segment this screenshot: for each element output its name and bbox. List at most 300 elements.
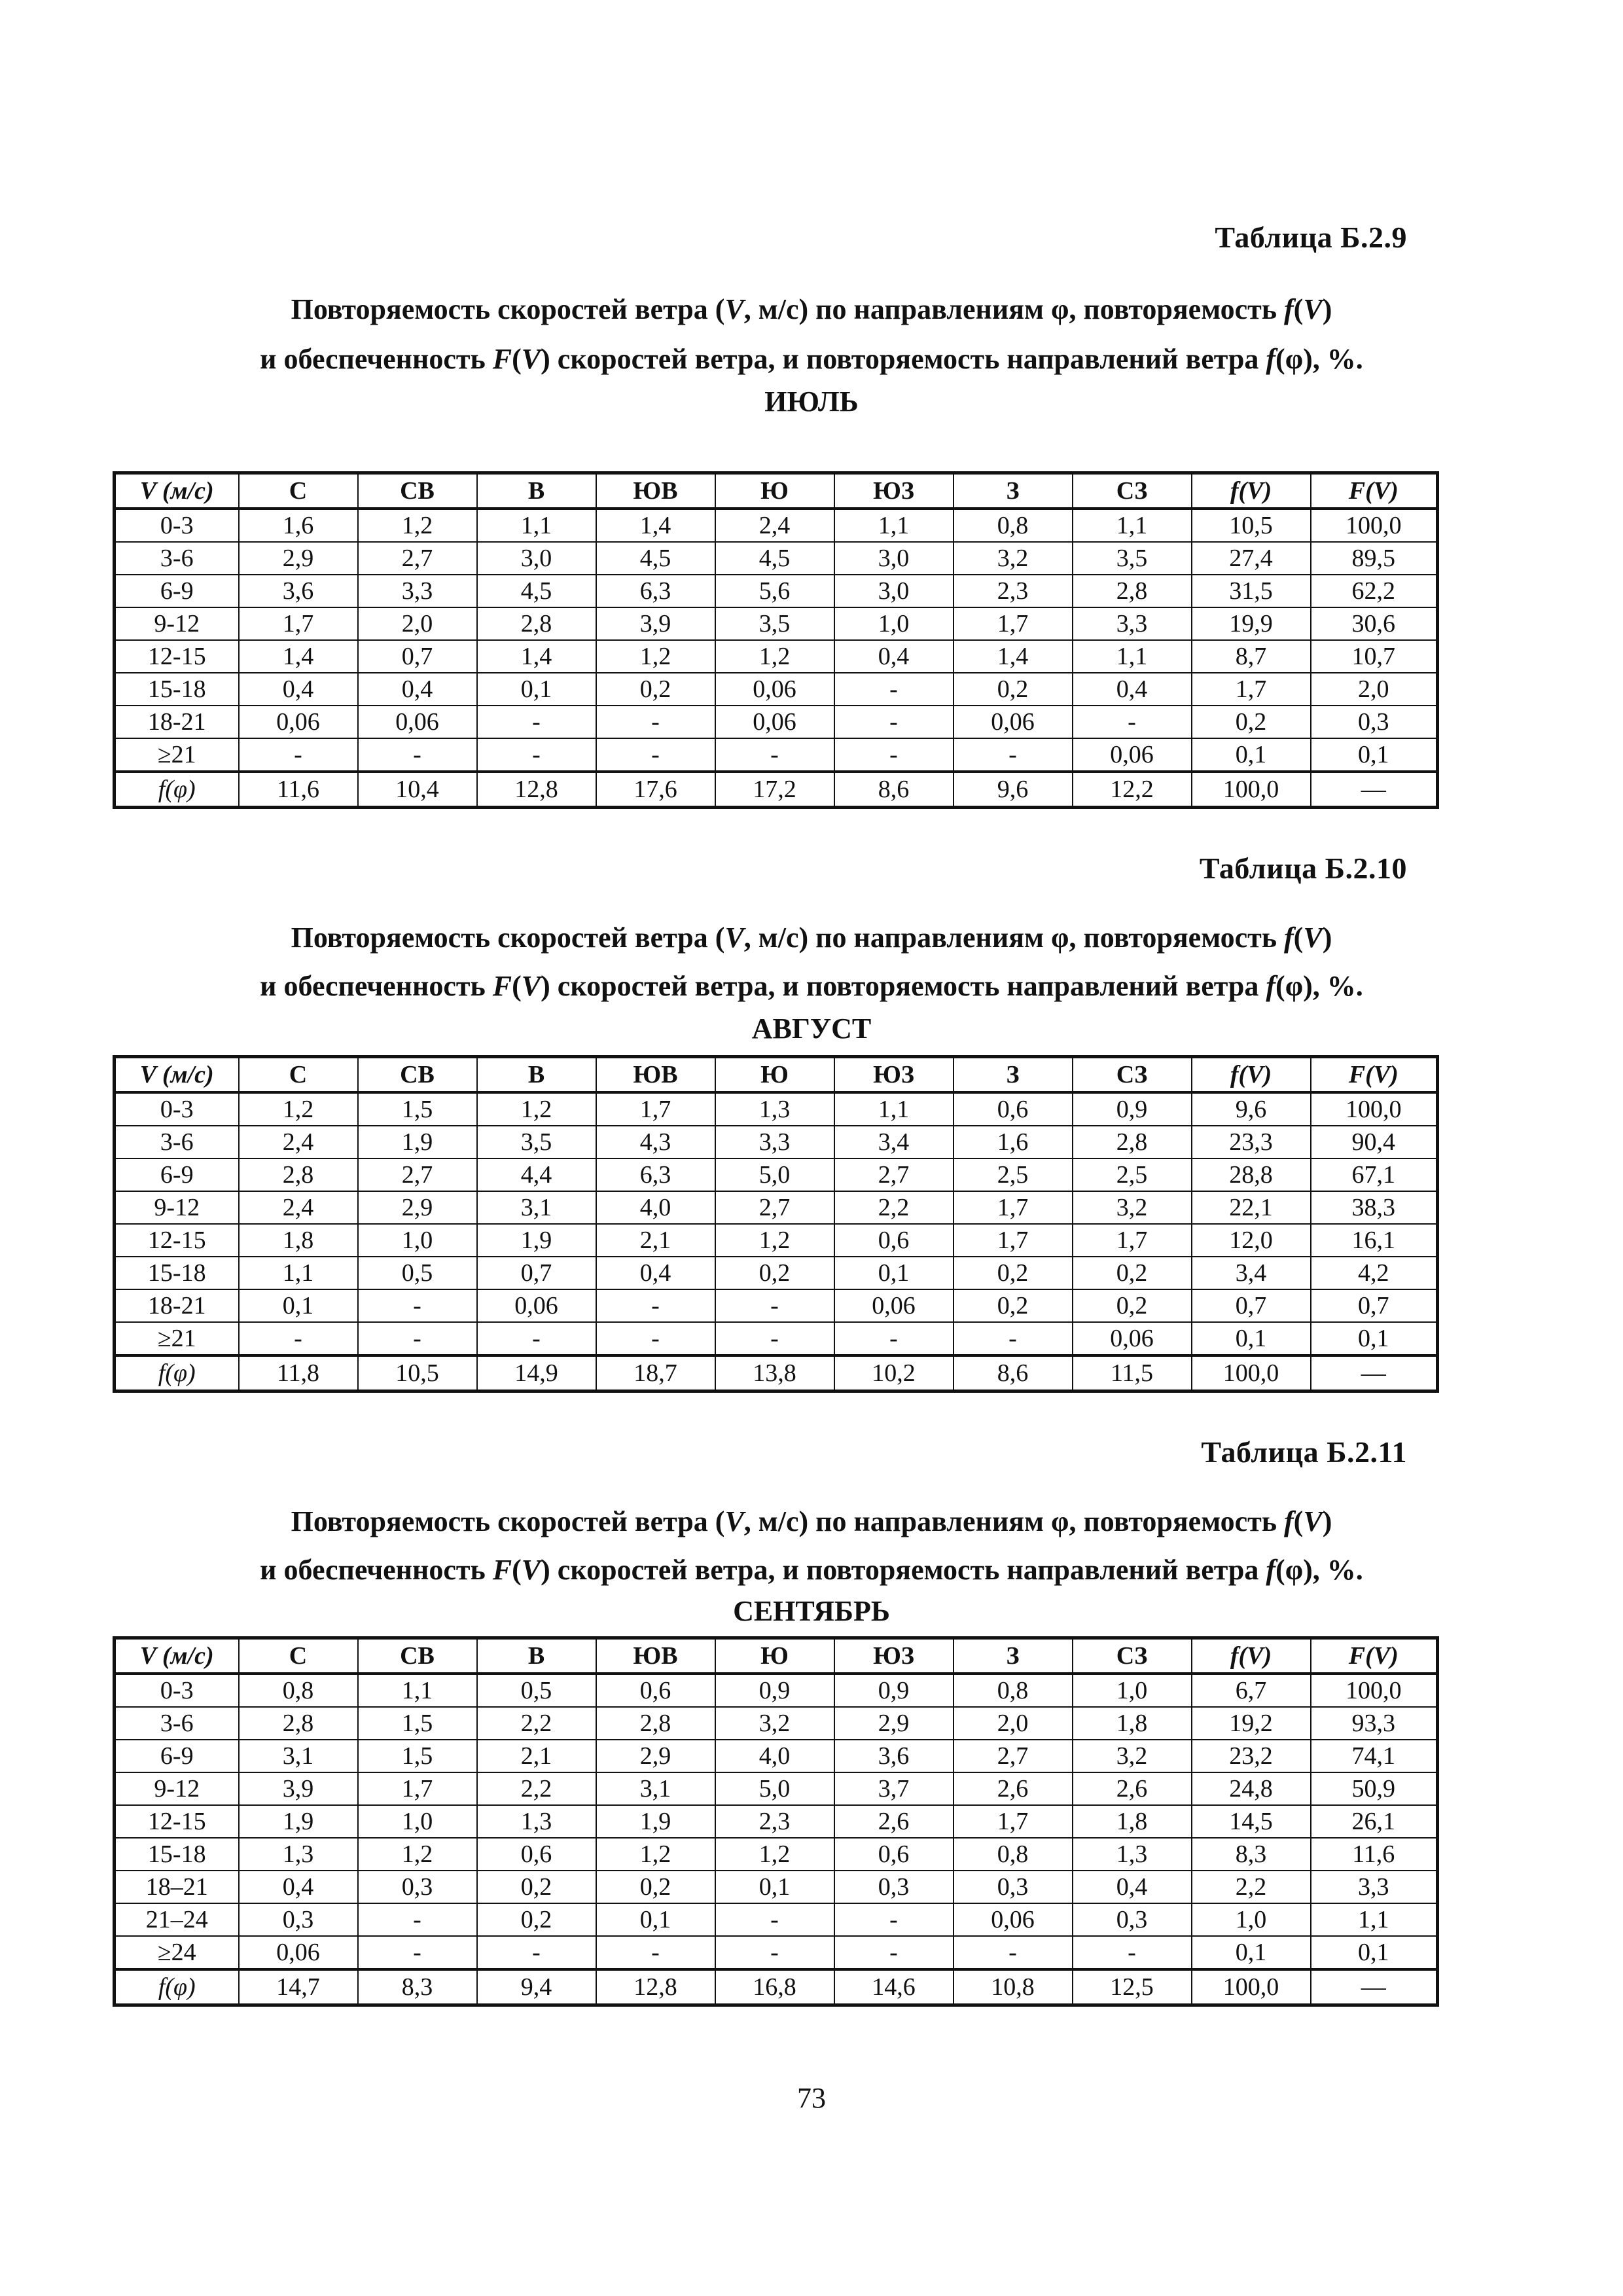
table-cell: 0,7 bbox=[358, 640, 477, 673]
speed-range-cell: 12-15 bbox=[115, 1224, 239, 1257]
table-cell: 0,4 bbox=[239, 1871, 358, 1903]
table-month: СЕНТЯБРЬ bbox=[733, 1595, 890, 1627]
table-cell: 0,1 bbox=[477, 673, 596, 706]
table-cell: 0,3 bbox=[1311, 706, 1438, 738]
table-cell: 1,9 bbox=[358, 1126, 477, 1158]
table-row bbox=[115, 738, 1438, 772]
table-cell: 0,6 bbox=[834, 1224, 954, 1257]
table-cell: 16,1 bbox=[1311, 1224, 1438, 1257]
table-cell: 1,3 bbox=[239, 1838, 358, 1871]
table-cell: 26,1 bbox=[1311, 1805, 1438, 1838]
table-cell: 1,7 bbox=[1192, 673, 1311, 706]
column-header: С bbox=[239, 1057, 358, 1093]
table-cell: 0,1 bbox=[1192, 738, 1311, 772]
table-cell: 3,5 bbox=[715, 607, 834, 640]
column-header: V (м/с) bbox=[115, 1057, 239, 1093]
total-cell: 8,6 bbox=[954, 1355, 1073, 1391]
column-header: В bbox=[477, 1638, 596, 1674]
table-caption-line2: и обеспеченность F(V) скоростей ветра, и повторяемость направлений ветра f(φ), %. bbox=[260, 970, 1363, 1002]
total-cell: 11,6 bbox=[239, 772, 358, 808]
table-cell: 3,0 bbox=[477, 542, 596, 575]
table-cell: 2,8 bbox=[1073, 575, 1192, 607]
table-cell: 2,0 bbox=[1311, 673, 1438, 706]
table-cell: 30,6 bbox=[1311, 607, 1438, 640]
table-cell: 1,1 bbox=[477, 509, 596, 542]
speed-range-cell: 9-12 bbox=[115, 1772, 239, 1805]
table-cell: 0,06 bbox=[239, 1936, 358, 1969]
table-cell: - bbox=[1073, 1936, 1192, 1969]
table-cell: 12,0 bbox=[1192, 1224, 1311, 1257]
table-cell: 1,1 bbox=[1073, 640, 1192, 673]
table-cell: 1,9 bbox=[596, 1805, 715, 1838]
table-total-row bbox=[115, 1969, 1438, 2005]
table-cell: 0,4 bbox=[1073, 1871, 1192, 1903]
total-cell: 16,8 bbox=[715, 1969, 834, 2005]
table-cell: 1,5 bbox=[358, 1740, 477, 1772]
table-cell: 62,2 bbox=[1311, 575, 1438, 607]
table-cell: 0,06 bbox=[239, 706, 358, 738]
table-label: Таблица Б.2.9 bbox=[1215, 221, 1407, 254]
table-cell: 1,1 bbox=[1311, 1903, 1438, 1936]
total-cell: — bbox=[1311, 1969, 1438, 2005]
table-cell: 0,06 bbox=[715, 673, 834, 706]
table-cell: 100,0 bbox=[1311, 1092, 1438, 1126]
table-cell: - bbox=[358, 1936, 477, 1969]
speed-range-cell: 18-21 bbox=[115, 1289, 239, 1322]
table-cell: 3,5 bbox=[1073, 542, 1192, 575]
table-cell: 0,7 bbox=[477, 1257, 596, 1289]
table-cell: 0,9 bbox=[834, 1674, 954, 1707]
table-cell: 93,3 bbox=[1311, 1707, 1438, 1740]
table-cell: 1,9 bbox=[477, 1224, 596, 1257]
table-cell: 19,9 bbox=[1192, 607, 1311, 640]
table-cell: - bbox=[954, 1322, 1073, 1355]
column-header: С bbox=[239, 1638, 358, 1674]
column-header: С bbox=[239, 473, 358, 509]
total-cell: 10,4 bbox=[358, 772, 477, 808]
table-cell: 3,6 bbox=[834, 1740, 954, 1772]
table-row bbox=[115, 1772, 1438, 1805]
table-caption-line1: Повторяемость скоростей ветра (V, м/с) по направлениям φ, повторяемость f(V) bbox=[291, 922, 1332, 954]
table-cell: 8,3 bbox=[1192, 1838, 1311, 1871]
table-header-row bbox=[115, 1057, 1438, 1093]
total-cell: 10,2 bbox=[834, 1355, 954, 1391]
table-row bbox=[115, 575, 1438, 607]
table-cell: 2,7 bbox=[715, 1191, 834, 1224]
speed-range-cell: 15-18 bbox=[115, 1257, 239, 1289]
column-header: F(V) bbox=[1311, 1057, 1438, 1093]
table-row bbox=[115, 1707, 1438, 1740]
table-cell: 1,3 bbox=[715, 1092, 834, 1126]
table-cell: 1,7 bbox=[596, 1092, 715, 1126]
table-cell: 22,1 bbox=[1192, 1191, 1311, 1224]
table-cell: 0,4 bbox=[1073, 673, 1192, 706]
speed-range-cell: 0-3 bbox=[115, 1674, 239, 1707]
table-cell: 3,3 bbox=[358, 575, 477, 607]
table-cell: 1,0 bbox=[1192, 1903, 1311, 1936]
table-cell: 28,8 bbox=[1192, 1158, 1311, 1191]
table-cell: 1,5 bbox=[358, 1707, 477, 1740]
table-cell: 74,1 bbox=[1311, 1740, 1438, 1772]
table-cell: 3,4 bbox=[1192, 1257, 1311, 1289]
speed-range-cell: 15-18 bbox=[115, 1838, 239, 1871]
table-cell: 5,0 bbox=[715, 1772, 834, 1805]
column-header: f(V) bbox=[1192, 1638, 1311, 1674]
table-cell: - bbox=[834, 706, 954, 738]
table-cell: 1,9 bbox=[239, 1805, 358, 1838]
table-header-row bbox=[115, 473, 1438, 509]
total-cell: 13,8 bbox=[715, 1355, 834, 1391]
table-cell: - bbox=[715, 1289, 834, 1322]
table-cell: - bbox=[834, 1322, 954, 1355]
total-cell: 17,6 bbox=[596, 772, 715, 808]
table-cell: 8,7 bbox=[1192, 640, 1311, 673]
table-cell: 2,2 bbox=[1192, 1871, 1311, 1903]
speed-range-cell: 0-3 bbox=[115, 509, 239, 542]
table-cell: 3,5 bbox=[477, 1126, 596, 1158]
column-header: F(V) bbox=[1311, 1638, 1438, 1674]
table-cell: 2,8 bbox=[1073, 1126, 1192, 1158]
table-cell: 24,8 bbox=[1192, 1772, 1311, 1805]
table-cell: 3,2 bbox=[1073, 1740, 1192, 1772]
table-cell: 0,2 bbox=[596, 1871, 715, 1903]
table-cell: 0,2 bbox=[477, 1871, 596, 1903]
table-month: АВГУСТ bbox=[751, 1013, 872, 1045]
table-cell: 0,06 bbox=[477, 1289, 596, 1322]
total-label-cell: f(φ) bbox=[115, 1355, 239, 1391]
table-cell: 0,8 bbox=[954, 1674, 1073, 1707]
table-cell: 1,1 bbox=[358, 1674, 477, 1707]
total-cell: 12,2 bbox=[1073, 772, 1192, 808]
table-cell: 1,8 bbox=[1073, 1805, 1192, 1838]
table-row bbox=[115, 640, 1438, 673]
table-cell: 3,0 bbox=[834, 542, 954, 575]
table-cell: - bbox=[715, 1322, 834, 1355]
table-label: Таблица Б.2.10 bbox=[1199, 852, 1407, 885]
table-row bbox=[115, 1740, 1438, 1772]
column-header: СЗ bbox=[1073, 1638, 1192, 1674]
table-total-row bbox=[115, 1355, 1438, 1391]
table-cell: 2,7 bbox=[954, 1740, 1073, 1772]
speed-range-cell: ≥21 bbox=[115, 738, 239, 772]
table-cell: 0,06 bbox=[1073, 738, 1192, 772]
table-cell: 0,9 bbox=[715, 1674, 834, 1707]
column-header: V (м/с) bbox=[115, 473, 239, 509]
table-cell: - bbox=[596, 1936, 715, 1969]
table-row bbox=[115, 607, 1438, 640]
table-row bbox=[115, 1191, 1438, 1224]
table-cell: 6,7 bbox=[1192, 1674, 1311, 1707]
table-cell: 0,1 bbox=[1311, 738, 1438, 772]
table-row bbox=[115, 542, 1438, 575]
speed-range-cell: 15-18 bbox=[115, 673, 239, 706]
column-header: ЮВ bbox=[596, 1057, 715, 1093]
table-row bbox=[115, 1126, 1438, 1158]
table-cell: 3,3 bbox=[1311, 1871, 1438, 1903]
table-cell: 3,1 bbox=[239, 1740, 358, 1772]
table-cell: - bbox=[834, 673, 954, 706]
table-cell: 1,2 bbox=[358, 509, 477, 542]
table-cell: 1,7 bbox=[954, 1224, 1073, 1257]
wind-table-september bbox=[113, 1636, 1439, 2007]
table-cell: 0,2 bbox=[954, 673, 1073, 706]
column-header: В bbox=[477, 473, 596, 509]
table-cell: 0,2 bbox=[1073, 1257, 1192, 1289]
total-cell: 17,2 bbox=[715, 772, 834, 808]
table-cell: 0,5 bbox=[477, 1674, 596, 1707]
table-cell: 0,3 bbox=[1073, 1903, 1192, 1936]
table-cell: 1,2 bbox=[715, 1838, 834, 1871]
table-cell: 1,0 bbox=[358, 1224, 477, 1257]
table-cell: 0,8 bbox=[239, 1674, 358, 1707]
table-cell: 3,2 bbox=[1073, 1191, 1192, 1224]
speed-range-cell: ≥21 bbox=[115, 1322, 239, 1355]
column-header: СВ bbox=[358, 1638, 477, 1674]
table-cell: - bbox=[358, 738, 477, 772]
table-cell: 0,1 bbox=[1192, 1936, 1311, 1969]
total-cell: 9,4 bbox=[477, 1969, 596, 2005]
table-cell: - bbox=[954, 738, 1073, 772]
table-cell: 0,1 bbox=[1192, 1322, 1311, 1355]
table-cell: - bbox=[954, 1936, 1073, 1969]
table-cell: 2,3 bbox=[954, 575, 1073, 607]
table-cell: 0,1 bbox=[596, 1903, 715, 1936]
speed-range-cell: 18-21 bbox=[115, 706, 239, 738]
table-cell: 2,6 bbox=[834, 1805, 954, 1838]
table-cell: 1,2 bbox=[239, 1092, 358, 1126]
column-header: ЮЗ bbox=[834, 473, 954, 509]
table-cell: 1,7 bbox=[1073, 1224, 1192, 1257]
table-cell: 3,7 bbox=[834, 1772, 954, 1805]
speed-range-cell: 6-9 bbox=[115, 575, 239, 607]
table-cell: 0,1 bbox=[834, 1257, 954, 1289]
table-row bbox=[115, 1805, 1438, 1838]
table-cell: 0,3 bbox=[239, 1903, 358, 1936]
table-cell: 2,8 bbox=[477, 607, 596, 640]
table-cell: 10,7 bbox=[1311, 640, 1438, 673]
column-header: СЗ bbox=[1073, 1057, 1192, 1093]
table-cell: 3,3 bbox=[1073, 607, 1192, 640]
total-label-cell: f(φ) bbox=[115, 772, 239, 808]
table-row bbox=[115, 1936, 1438, 1969]
speed-range-cell: 18–21 bbox=[115, 1871, 239, 1903]
table-cell: 0,1 bbox=[715, 1871, 834, 1903]
total-cell: 14,9 bbox=[477, 1355, 596, 1391]
table-cell: 1,8 bbox=[1073, 1707, 1192, 1740]
column-header: Ю bbox=[715, 473, 834, 509]
table-cell: 1,0 bbox=[358, 1805, 477, 1838]
column-header: СВ bbox=[358, 473, 477, 509]
table-cell: 2,8 bbox=[239, 1707, 358, 1740]
table-cell: 2,7 bbox=[358, 1158, 477, 1191]
total-cell: 12,8 bbox=[477, 772, 596, 808]
table-cell: - bbox=[358, 1322, 477, 1355]
table-row bbox=[115, 1871, 1438, 1903]
table-row bbox=[115, 1322, 1438, 1355]
table-cell: 3,4 bbox=[834, 1126, 954, 1158]
column-header: ЮВ bbox=[596, 473, 715, 509]
table-cell: 90,4 bbox=[1311, 1126, 1438, 1158]
column-header: Ю bbox=[715, 1057, 834, 1093]
total-cell: 18,7 bbox=[596, 1355, 715, 1391]
table-cell: 0,4 bbox=[358, 673, 477, 706]
table-cell: 1,6 bbox=[954, 1126, 1073, 1158]
column-header: f(V) bbox=[1192, 1057, 1311, 1093]
speed-range-cell: 9-12 bbox=[115, 1191, 239, 1224]
table-cell: 1,7 bbox=[239, 607, 358, 640]
table-cell: 1,4 bbox=[239, 640, 358, 673]
table-cell: 3,1 bbox=[477, 1191, 596, 1224]
column-header: З bbox=[954, 473, 1073, 509]
total-cell: 11,5 bbox=[1073, 1355, 1192, 1391]
table-cell: 0,2 bbox=[477, 1903, 596, 1936]
table-cell: 2,9 bbox=[239, 542, 358, 575]
table-cell: - bbox=[596, 706, 715, 738]
table-cell: - bbox=[1073, 706, 1192, 738]
table-cell: 2,7 bbox=[834, 1158, 954, 1191]
table-cell: 1,2 bbox=[715, 640, 834, 673]
total-cell: 10,8 bbox=[954, 1969, 1073, 2005]
table-month: ИЮЛЬ bbox=[764, 386, 859, 418]
column-header: Ю bbox=[715, 1638, 834, 1674]
table-cell: 89,5 bbox=[1311, 542, 1438, 575]
total-cell: 14,7 bbox=[239, 1969, 358, 2005]
table-cell: 2,8 bbox=[239, 1158, 358, 1191]
table-cell: 2,7 bbox=[358, 542, 477, 575]
table-cell: 0,06 bbox=[954, 1903, 1073, 1936]
table-cell: 2,1 bbox=[596, 1224, 715, 1257]
table-cell: 0,4 bbox=[596, 1257, 715, 1289]
table-cell: 0,6 bbox=[954, 1092, 1073, 1126]
table-cell: 1,1 bbox=[834, 509, 954, 542]
table-cell: 0,4 bbox=[239, 673, 358, 706]
table-cell: 0,5 bbox=[358, 1257, 477, 1289]
total-cell: 11,8 bbox=[239, 1355, 358, 1391]
table-row bbox=[115, 1289, 1438, 1322]
table-cell: 0,2 bbox=[954, 1289, 1073, 1322]
table-cell: 2,4 bbox=[239, 1126, 358, 1158]
table-cell: 11,6 bbox=[1311, 1838, 1438, 1871]
table-cell: 1,3 bbox=[477, 1805, 596, 1838]
table-cell: 2,6 bbox=[954, 1772, 1073, 1805]
table-cell: 1,0 bbox=[834, 607, 954, 640]
table-cell: 38,3 bbox=[1311, 1191, 1438, 1224]
table-cell: 0,06 bbox=[715, 706, 834, 738]
table-cell: 0,9 bbox=[1073, 1092, 1192, 1126]
table-cell: 9,6 bbox=[1192, 1092, 1311, 1126]
speed-range-cell: 3-6 bbox=[115, 1707, 239, 1740]
table-row bbox=[115, 1092, 1438, 1126]
table-cell: 4,5 bbox=[715, 542, 834, 575]
total-cell: — bbox=[1311, 1355, 1438, 1391]
table-cell: 5,0 bbox=[715, 1158, 834, 1191]
table-cell: 4,3 bbox=[596, 1126, 715, 1158]
table-cell: 23,3 bbox=[1192, 1126, 1311, 1158]
table-cell: 0,2 bbox=[596, 673, 715, 706]
wind-table-july bbox=[113, 471, 1439, 809]
total-cell: 8,3 bbox=[358, 1969, 477, 2005]
table-cell: 1,2 bbox=[596, 1838, 715, 1871]
table-cell: 0,06 bbox=[834, 1289, 954, 1322]
column-header: З bbox=[954, 1638, 1073, 1674]
table-cell: - bbox=[715, 1903, 834, 1936]
table-cell: 1,8 bbox=[239, 1224, 358, 1257]
table-cell: 1,4 bbox=[477, 640, 596, 673]
table-cell: 2,2 bbox=[477, 1772, 596, 1805]
table-cell: 0,06 bbox=[1073, 1322, 1192, 1355]
table-cell: 31,5 bbox=[1192, 575, 1311, 607]
total-cell: 9,6 bbox=[954, 772, 1073, 808]
speed-range-cell: 6-9 bbox=[115, 1158, 239, 1191]
table-cell: - bbox=[834, 1936, 954, 1969]
table-cell: - bbox=[477, 1936, 596, 1969]
table-cell: 0,2 bbox=[1073, 1289, 1192, 1322]
table-cell: 3,3 bbox=[715, 1126, 834, 1158]
table-cell: 1,2 bbox=[358, 1838, 477, 1871]
total-cell: 100,0 bbox=[1192, 1355, 1311, 1391]
table-cell: 0,1 bbox=[1311, 1322, 1438, 1355]
table-cell: 67,1 bbox=[1311, 1158, 1438, 1191]
table-cell: 1,1 bbox=[1073, 509, 1192, 542]
table-cell: 5,6 bbox=[715, 575, 834, 607]
table-cell: 1,6 bbox=[239, 509, 358, 542]
column-header: ЮЗ bbox=[834, 1057, 954, 1093]
table-cell: 2,9 bbox=[358, 1191, 477, 1224]
table-cell: 2,4 bbox=[715, 509, 834, 542]
table-cell: 4,0 bbox=[715, 1740, 834, 1772]
table-cell: - bbox=[715, 1936, 834, 1969]
total-cell: 100,0 bbox=[1192, 772, 1311, 808]
table-cell: 0,6 bbox=[596, 1674, 715, 1707]
table-caption-line1: Повторяемость скоростей ветра (V, м/с) по направлениям φ, повторяемость f(V) bbox=[291, 1505, 1332, 1537]
table-cell: 4,5 bbox=[596, 542, 715, 575]
speed-range-cell: 3-6 bbox=[115, 1126, 239, 1158]
table-cell: 0,06 bbox=[358, 706, 477, 738]
table-label: Таблица Б.2.11 bbox=[1201, 1435, 1407, 1469]
total-cell: 12,8 bbox=[596, 1969, 715, 2005]
table-cell: 2,4 bbox=[239, 1191, 358, 1224]
table-cell: 0,6 bbox=[834, 1838, 954, 1871]
table-cell: 2,0 bbox=[358, 607, 477, 640]
speed-range-cell: 21–24 bbox=[115, 1903, 239, 1936]
table-cell: - bbox=[239, 738, 358, 772]
table-cell: 4,4 bbox=[477, 1158, 596, 1191]
table-cell: 19,2 bbox=[1192, 1707, 1311, 1740]
table-caption-line1: Повторяемость скоростей ветра (V, м/с) по направлениям φ, повторяемость f(V) bbox=[291, 293, 1332, 325]
speed-range-cell: 6-9 bbox=[115, 1740, 239, 1772]
table-cell: 0,06 bbox=[954, 706, 1073, 738]
table-cell: - bbox=[358, 1289, 477, 1322]
table-cell: 2,5 bbox=[1073, 1158, 1192, 1191]
table-cell: 1,7 bbox=[954, 1805, 1073, 1838]
column-header: З bbox=[954, 1057, 1073, 1093]
table-row bbox=[115, 1158, 1438, 1191]
table-cell: 10,5 bbox=[1192, 509, 1311, 542]
speed-range-cell: 9-12 bbox=[115, 607, 239, 640]
table-cell: 4,2 bbox=[1311, 1257, 1438, 1289]
table-cell: 0,6 bbox=[477, 1838, 596, 1871]
table-cell: 0,2 bbox=[1192, 706, 1311, 738]
table-cell: 1,7 bbox=[954, 1191, 1073, 1224]
table-cell: - bbox=[715, 738, 834, 772]
table-cell: 0,3 bbox=[834, 1871, 954, 1903]
table-cell: - bbox=[834, 738, 954, 772]
table-row bbox=[115, 673, 1438, 706]
table-cell: 3,9 bbox=[596, 607, 715, 640]
table-cell: 2,5 bbox=[954, 1158, 1073, 1191]
column-header: V (м/с) bbox=[115, 1638, 239, 1674]
table-cell: 2,9 bbox=[834, 1707, 954, 1740]
